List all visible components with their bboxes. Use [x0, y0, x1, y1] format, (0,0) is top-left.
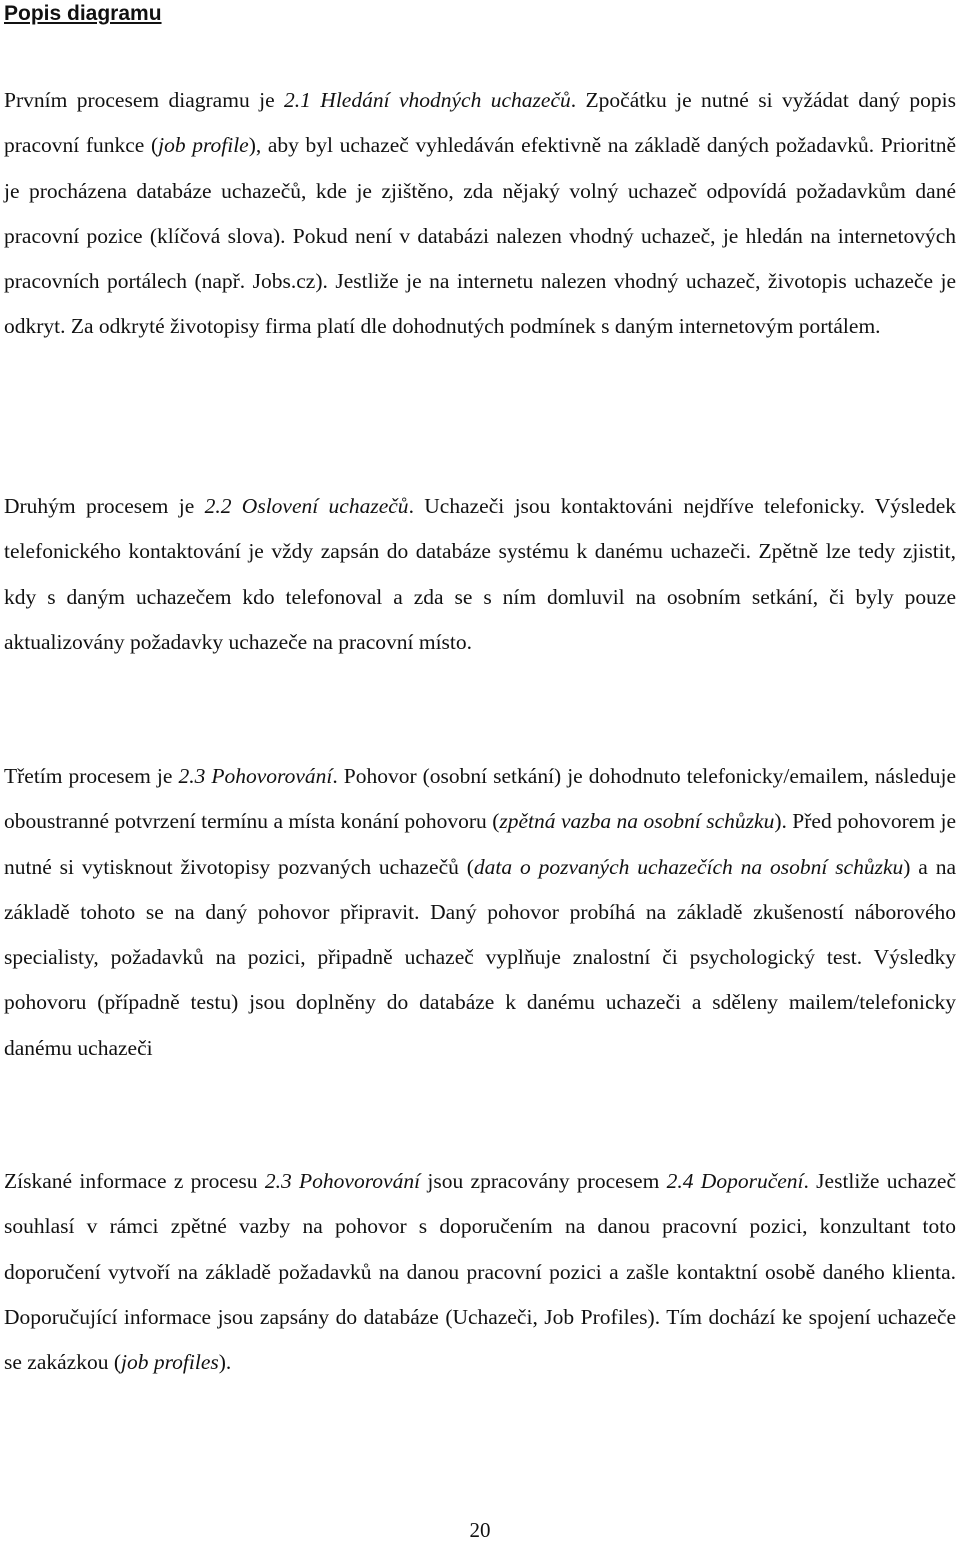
- page-title: Popis diagramu: [4, 2, 162, 25]
- process-name: 2.1 Hledání vhodných uchazečů: [284, 88, 571, 112]
- text: . Uchazeči jsou kontaktováni nejdříve telefonicky. Výsledek telefonického kontaktování je vždy zapsán do databáze systému k danému uchazeči. Zpětně lze tedy zjistit, kdy s daným uchazečem kdo telefonoval a zda se s ním domluvil na osobním setkání, či byly pouze aktualizovány požadavky uchazeče na pracovní místo.: [4, 494, 956, 654]
- text: ), aby byl uchazeč vyhledáván efektivně na základě daných požadavků. Prioritně je procházena databáze uchazečů, kde je zjištěno, zda nějaký volný uchazeč odpovídá požadavkům dané pracovní pozice (klíčová slova). Pokud není v databázi nalezen vhodný uchazeč, je hledán na internetových pracovních portálech (např. Jobs.cz). Jestliže je na internetu nalezen vhodný uchazeč, životopis uchazeče je odkryt. Za odkryté životopisy firma platí dle dohodnutých podmínek s daným internetovým portálem.: [4, 133, 956, 339]
- text: jsou zpracovány procesem: [420, 1169, 667, 1193]
- term: job profiles: [121, 1350, 219, 1375]
- process-name: 2.3 Pohovorování: [178, 764, 333, 788]
- paragraph-process-2: [4, 484, 956, 665]
- text: . Jestliže uchazeč souhlasí v rámci zpětné vazby na pohovor s doporučením na danou pracovní pozici, konzultant toto doporučení vytvoří na základě požadavků na danou pracovní pozici a zašle kontaktní osobě daného klienta. Doporučující informace jsou zapsány do databáze (Uchazeči, Job Profiles). Tím dochází ke spojení uchazeče se zakázkou (: [4, 1169, 956, 1375]
- text: ). Před pohovorem je nutné si vytisknout životopisy pozvaných uchazečů (: [4, 809, 957, 879]
- paragraph-process-4: [4, 1159, 956, 1385]
- process-name: 2.3 Pohovorování: [264, 1169, 421, 1193]
- term: data o pozvaných uchazečích na osobní schůzku: [473, 854, 904, 879]
- text: Prvním procesem diagramu je: [4, 88, 285, 112]
- paragraph-process-3: [4, 754, 956, 1071]
- process-name: 2.2 Oslovení uchazečů: [204, 494, 409, 518]
- term: zpětná vazba na osobní schůzku: [499, 809, 775, 834]
- text: ) a na základě tohoto se na daný pohovor připravit. Daný pohovor probíhá na základě zkušeností náborového specialisty, požadavků na pozici, připadně uchazeč vyplňuje znalostní či psychologický test. Výsledky pohovoru (případně testu) jsou doplněny do databáze k danému uchazeči a sděleny mailem/telefonicky danému uchazeči: [4, 854, 956, 1060]
- process-name: 2.4 Doporučení: [666, 1169, 804, 1193]
- text: . Pohovor (osobní setkání) je dohodnuto telefonicky/emailem, následuje oboustranné potvrzení termínu a místa konání pohovoru (: [4, 764, 957, 834]
- paragraph-process-1: [4, 78, 956, 350]
- text: ).: [218, 1350, 232, 1375]
- text: . Zpočátku je nutné si vyžádat daný popis pracovní funkce (: [4, 88, 956, 158]
- page-number: 20: [469, 1518, 491, 1542]
- text: Druhým procesem je: [4, 494, 205, 518]
- text: Získané informace z procesu: [4, 1169, 265, 1193]
- term: job profile: [158, 133, 249, 158]
- text: Třetím procesem je: [4, 764, 179, 788]
